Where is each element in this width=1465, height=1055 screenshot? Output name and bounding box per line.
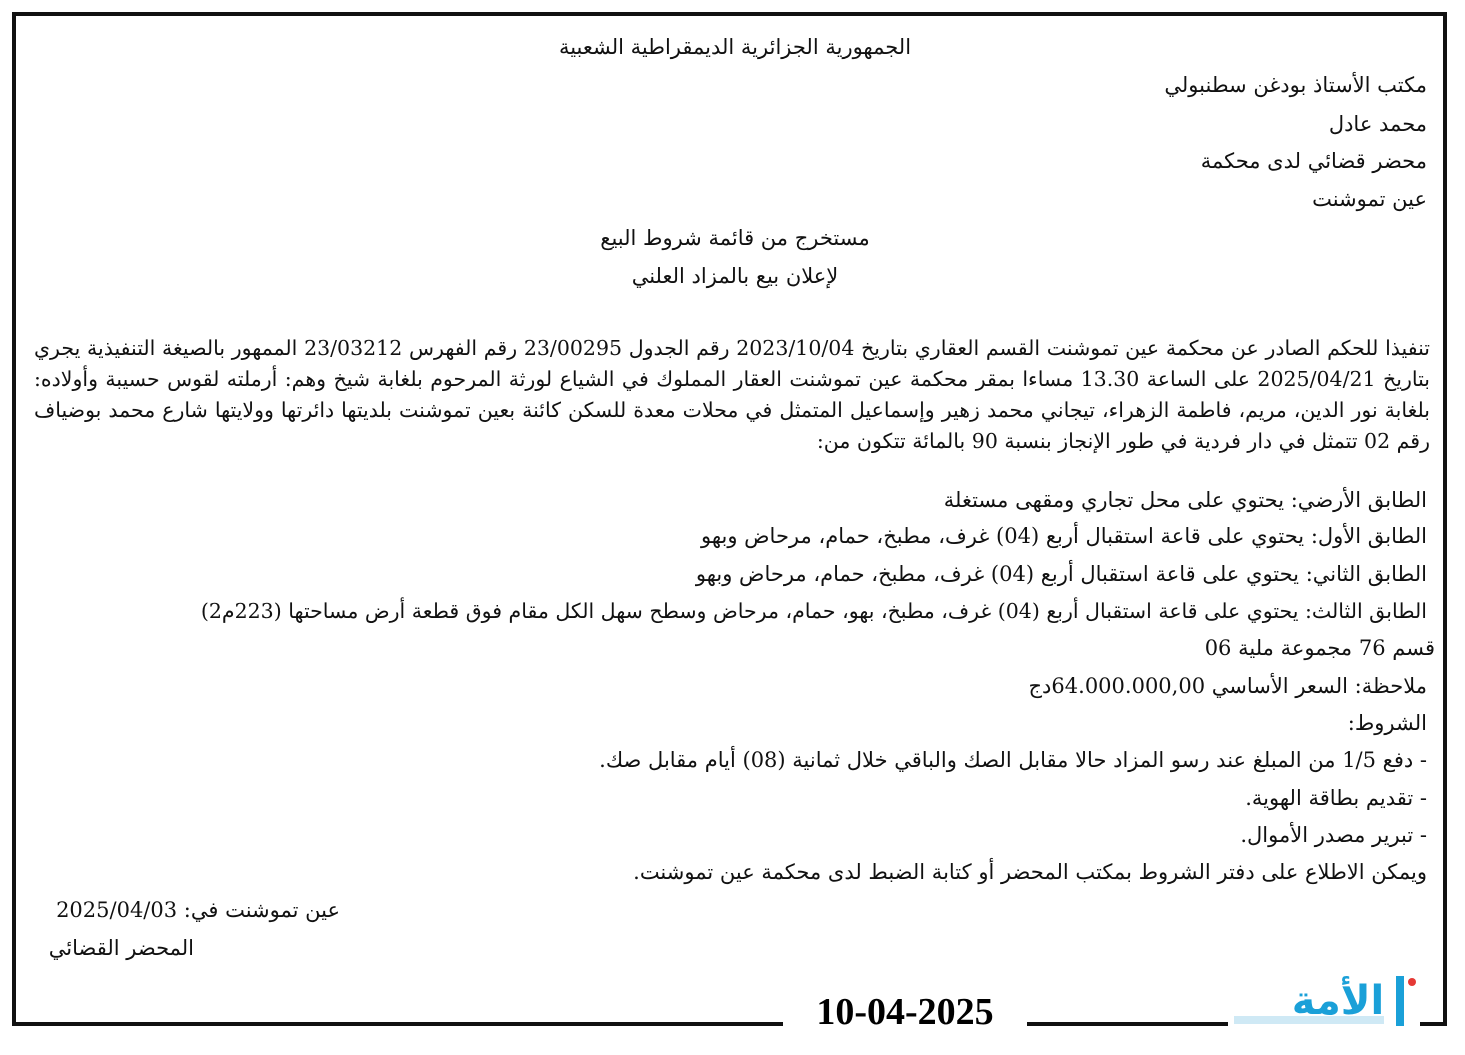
logo-alef-stroke (1396, 976, 1404, 1026)
doc-title: مستخرج من قائمة شروط البيع (600, 226, 870, 250)
conditions-title: الشروط: (1347, 711, 1427, 735)
floor-first: الطابق الأول: يحتوي على قاعة استقبال أربع (04) غرف، مطبخ، حمام، مرحاض وبهو (700, 524, 1427, 548)
newspaper-logo (1228, 972, 1420, 1030)
republic-header: الجمهورية الجزائرية الديمقراطية الشعبية (558, 35, 912, 59)
condition-funds: - تبرير مصدر الأموال. (1240, 823, 1427, 847)
floor-ground: الطابق الأرضي: يحتوي على محل تجاري ومقهى مستغلة (943, 488, 1427, 512)
floor-third: الطابق الثالث: يحتوي على قاعة استقبال أربع (04) غرف، مطبخ، بهو، حمام، مرحاض وسطح سهل الكل مقام فوق قطعة أرض مساحتها (223م2) (200, 599, 1427, 623)
publication-date: 10-04-2025 (816, 991, 994, 1033)
price-note: ملاحظة: السعر الأساسي 64.000.000,00دج (1028, 674, 1427, 698)
floor-second: الطابق الثاني: يحتوي على قاعة استقبال أربع (04) غرف، مطبخ، حمام، مرحاض وبهو (695, 562, 1427, 586)
doc-subtitle: لإعلان بيع بالمزاد العلني (631, 264, 839, 288)
signer-title: المحضر القضائي (48, 936, 194, 960)
place-date: عين تموشنت في: 2025/04/03 (56, 898, 340, 922)
bailiff-title: محضر قضائي لدى محكمة (1200, 149, 1427, 173)
closing-note: ويمكن الاطلاع على دفتر الشروط بمكتب المحضر أو كتابة الضبط لدى محكمة عين تموشنت. (633, 860, 1427, 884)
condition-id: - تقديم بطاقة الهوية. (1245, 786, 1427, 810)
condition-payment: - دفع 1/5 من المبلغ عند رسو المزاد حالا مقابل الصك والباقي خلال ثمانية (08) أيام مقابل صك. (599, 748, 1427, 772)
logo-wordmark: الأمة (1291, 978, 1385, 1024)
floor-third-cont: قسم 76 مجموعة ملية 06 (1204, 636, 1435, 660)
office-name: مكتب الأستاذ بودغن سطنبولي (1164, 73, 1427, 97)
bailiff-name: محمد عادل (1328, 112, 1427, 136)
main-paragraph: تنفيذا للحكم الصادر عن محكمة عين تموشنت القسم العقاري بتاريخ 2023/10/04 رقم الجدول 23/00295 رقم الفهرس 23/03212 الممهور بالصيغة التنفيذية يجري بتاريخ 2025/04/21 على الساعة 13.30 مساءا بمقر محكمة عين تموشنت العقار المملوك في الشياع لورثة المرحوم بلغابة شيخ وهم: أرملته لقوس حسيبة وأولاده: بلغابة نور الدين، مريم، فاطمة الزهراء، تيجاني محمد زهير وإسماعيل المتمثل في محلات معدة للسكن كائنة بعين تموشنت بلديتها دائرتها وولايتها شارع محمد بوضياف رقم 02 تتمثل في دار فردية في طور الإنجاز بنسبة 90 بالمائة تتكون من: (34, 336, 1430, 453)
logo-dot (1408, 978, 1416, 986)
court-city: عين تموشنت (1312, 187, 1427, 211)
